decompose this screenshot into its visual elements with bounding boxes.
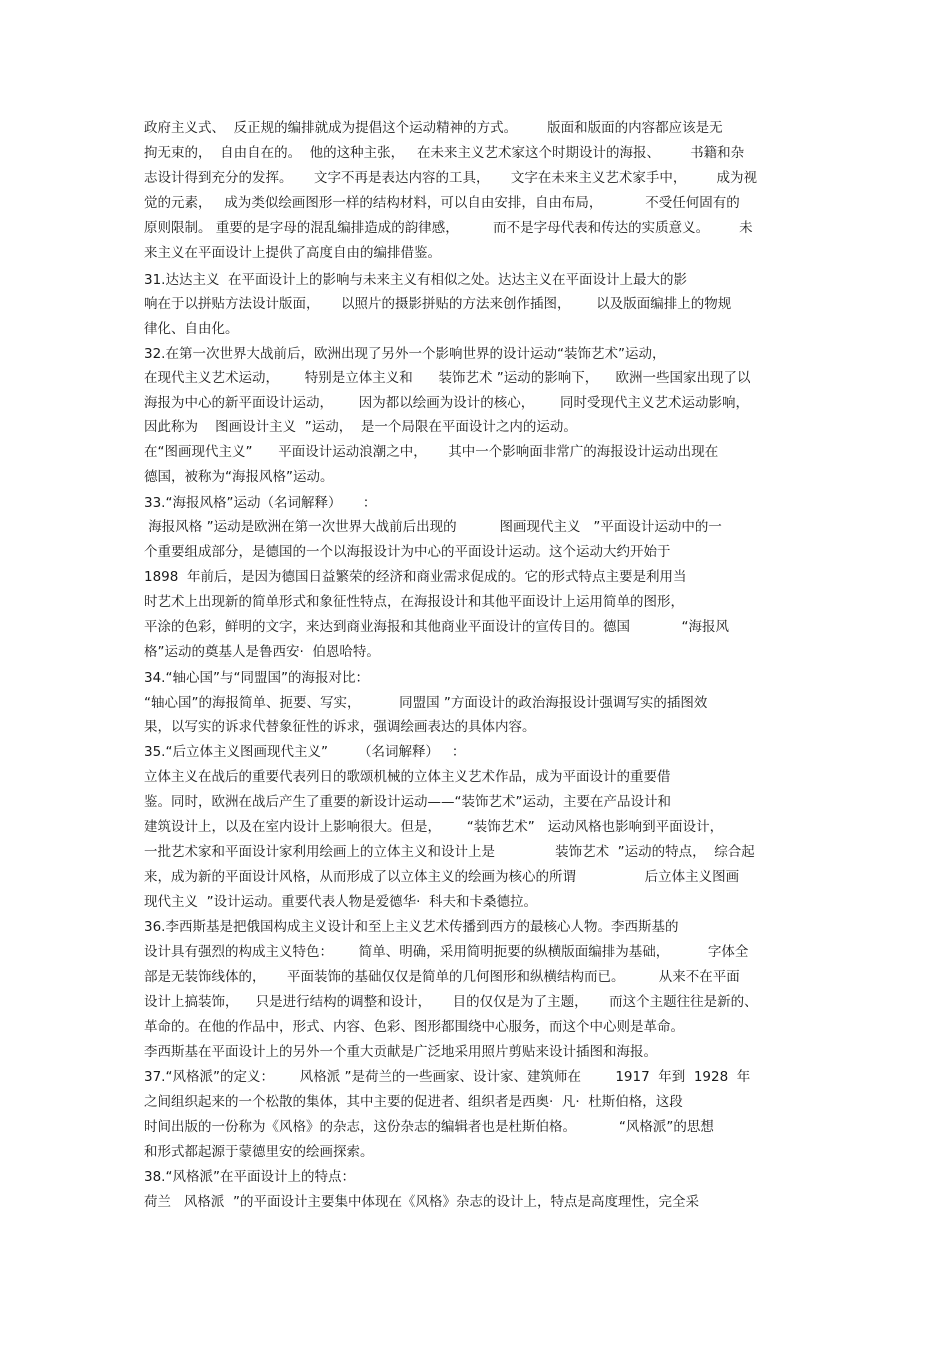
text-line: 海报风格 ”运动是欧洲在第一次世界大战前后出现的 图画现代主义 ”平面设计运动中的一 [144, 519, 722, 535]
text-line: 在现代主义艺术运动， 特别是立体主义和 装饰艺术 ”运动的影响下， 欧洲一些国家出现了以 [144, 370, 751, 386]
text-line: 觉的元素， 成为类似绘画图形一样的结构材料，可以自由安排，自由布局， 不受任何固有的 [144, 195, 740, 211]
text-line: 李西斯基在平面设计上的另外一个重大贡献是广泛地采用照片剪贴来设计插图和海报。 [144, 1044, 657, 1060]
text-line-item-37: 37.“风格派”的定义： 风格派 ”是荷兰的一些画家、设计家、建筑师在 1917 年到 1928 年 [144, 1069, 751, 1085]
text-line: 海报为中心的新平面设计运动， 因为都以绘画为设计的核心， 同时受现代主义艺术运动影响， [144, 395, 749, 411]
text-line: 革命的。在他的作品中，形式、内容、色彩、图形都围绕中心服务，而这个中心则是革命。 [144, 1019, 684, 1035]
text-line: 原则限制。 重要的是字母的混乱编排造成的韵律感， 而不是字母代表和传达的实质意义。 未 [144, 220, 753, 236]
text-line: 设计上搞装饰， 只是进行结构的调整和设计， 目的仅仅是为了主题， 而这个主题往往是新的、 [144, 994, 758, 1010]
text-line: 荷兰 风格派 ”的平面设计主要集中体现在《风格》杂志的设计上，特点是高度理性，完全采 [144, 1194, 699, 1210]
text-line: 果，以写实的诉求代替象征性的诉求，强调绘画表达的具体内容。 [144, 719, 536, 735]
text-line: 1898 年前后，是因为德国日益繁荣的经济和商业需求促成的。它的形式特点主要是利用当 [144, 569, 687, 585]
text-line-item-31: 31.达达主义 在平面设计上的影响与未来主义有相似之处。达达主义在平面设计上最大的影 [144, 272, 688, 288]
text-line: 个重要组成部分，是德国的一个以海报设计为中心的平面设计运动。这个运动大约开始于 [144, 544, 671, 560]
text-line: 律化、自由化。 [144, 321, 239, 337]
text-line-item-32: 32.在第一次世界大战前后，欧洲出现了另外一个影响世界的设计运动“装饰艺术”运动， [144, 346, 666, 362]
text-line: 时间出版的一份称为《风格》的杂志，这份杂志的编辑者也是杜斯伯格。 “风格派”的思想 [144, 1119, 714, 1135]
text-line: 因此称为 图画设计主义 ”运动， 是一个局限在平面设计之内的运动。 [144, 419, 577, 435]
text-line: 设计具有强烈的构成主义特色： 简单、明确，采用简明扼要的纵横版面编排为基础， 字体全 [144, 944, 749, 960]
text-line-item-35: 35.“后立体主义图画现代主义” （名词解释） ： [144, 744, 466, 760]
text-line: 和形式都起源于蒙德里安的绘画探索。 [144, 1144, 374, 1160]
text-line: 平涂的色彩，鲜明的文字，来达到商业海报和其他商业平面设计的宣传目的。德国 “海报风 [144, 619, 729, 635]
text-line: 部是无装饰线体的， 平面装饰的基础仅仅是简单的几何图形和纵横结构而已。 从来不在平面 [144, 969, 740, 985]
text-line: 时艺术上出现新的简单形式和象征性特点，在海报设计和其他平面设计上运用简单的图形， [144, 594, 684, 610]
text-line: 政府主义式、 反正规的编排就成为提倡这个运动精神的方式。 版面和版面的内容都应该是无 [144, 120, 723, 136]
text-line: 立体主义在战后的重要代表列日的歌颂机械的立体主义艺术作品，成为平面设计的重要借 [144, 769, 671, 785]
text-line: 志设计得到充分的发挥。 文字不再是表达内容的工具， 文字在未来主义艺术家手中， 成为视 [144, 170, 757, 186]
text-line: 之间组织起来的一个松散的集体，其中主要的促进者、组织者是西奥· 凡· 杜斯伯格，这段 [144, 1094, 683, 1110]
text-line: “轴心国”的海报简单、扼要、写实， 同盟国 ”方面设计的政治海报设计强调写实的插图效 [144, 695, 708, 711]
text-line: 响在于以拼贴方法设计版面， 以照片的摄影拼贴的方法来创作插图， 以及版面编排上的物规 [144, 296, 732, 312]
text-line: 格”运动的奠基人是鲁西安· 伯恩哈特。 [144, 644, 380, 660]
text-line: 鉴。同时，欧洲在战后产生了重要的新设计运动——“装饰艺术”运动，主要在产品设计和 [144, 794, 671, 810]
text-line: 来，成为新的平面设计风格，从而形成了以立体主义的绘画为核心的所谓 后立体主义图画 [144, 869, 740, 885]
text-line: 建筑设计上，以及在室内设计上影响很大。但是， “装饰艺术” 运动风格也影响到平面设计， [144, 819, 724, 835]
text-line: 在“图画现代主义” 平面设计运动浪潮之中， 其中一个影响面非常广的海报设计运动出现在 [144, 444, 719, 460]
text-line: 一批艺术家和平面设计家利用绘画上的立体主义和设计上是 装饰艺术 ”运动的特点， 综合起 [144, 844, 755, 860]
text-line: 德国，被称为“海报风格”运动。 [144, 469, 334, 485]
text-line: 拘无束的， 自由自在的。 他的这种主张， 在未来主义艺术家这个时期设计的海报、 书籍和杂 [144, 145, 745, 161]
text-line-item-33: 33.“海报风格”运动（名词解释） ： [144, 495, 377, 511]
text-line-item-36: 36.李西斯基是把俄国构成主义设计和至上主义艺术传播到西方的最核心人物。李西斯基的 [144, 919, 679, 935]
text-line: 来主义在平面设计上提供了高度自由的编排借鉴。 [144, 245, 441, 261]
text-line-item-34: 34.“轴心国”与“同盟国”的海报对比： [144, 670, 369, 686]
text-line: 现代主义 ”设计运动。重要代表人物是爱德华· 科夫和卡桑德拉。 [144, 894, 537, 910]
text-line-item-38: 38.“风格派”在平面设计上的特点： [144, 1169, 355, 1185]
